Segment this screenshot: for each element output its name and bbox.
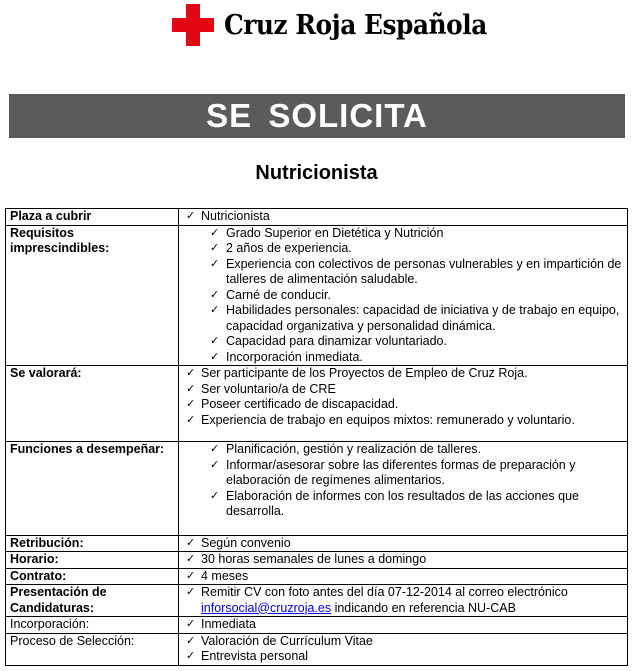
plaza-list (183, 209, 623, 225)
presentacion-list (183, 585, 623, 616)
email-link[interactable]: inforsocial@cruzroja.es (201, 600, 332, 615)
list-item: ✓ Grado Superior en Dietética y Nutrición (183, 226, 623, 242)
organization-name: Cruz Roja Española (224, 9, 487, 41)
row-incorporacion (6, 617, 628, 634)
retribucion-list (183, 536, 623, 552)
list-item: ✓ Incorporación inmediata. (183, 350, 623, 366)
cruz-roja-logo (172, 5, 510, 45)
row-horario (6, 552, 628, 569)
row-plaza (6, 209, 628, 226)
proceso-list (183, 634, 623, 665)
list-item: ✓ Experiencia con colectivos de personas vulnerables y en impartición de talleres de alimentación saludable. (183, 257, 623, 288)
job-title: Nutricionista (255, 162, 378, 184)
row-valorara (6, 366, 628, 442)
requisitos-list (183, 226, 623, 366)
list-item: ✓ Poseer certificado de discapacidad. (183, 397, 623, 413)
list-item: ✓ Según convenio (183, 536, 623, 552)
list-item: ✓ 4 meses (183, 569, 623, 585)
list-item: ✓ Planificación, gestión y realización de talleres. (183, 442, 623, 458)
list-item: ✓ Inmediata (183, 617, 623, 633)
job-requirements-table (5, 208, 628, 666)
list-item: ✓ 30 horas semanales de lunes a domingo (183, 552, 623, 568)
row-label: Presentación de Candidaturas: (6, 585, 179, 617)
list-item: ✓ Carné de conducir. (183, 288, 623, 304)
se-solicita-banner (9, 94, 625, 138)
funciones-list (183, 442, 623, 535)
row-label: Proceso de Selección: (6, 633, 179, 665)
banner-text: SE SOLICITA (206, 97, 428, 134)
row-label: Incorporación: (6, 617, 179, 634)
list-item: ✓ Elaboración de informes con los resultados de las acciones que desarrolla. (183, 489, 623, 520)
row-label: Contrato: (6, 568, 179, 585)
list-item: ✓ Nutricionista (183, 209, 623, 225)
list-item: ✓ Capacidad para dinamizar voluntariado. (183, 334, 623, 350)
list-item: ✓ Informar/asesorar sobre las diferentes formas de preparación y elaboración de regímenes alimentarios. (183, 458, 623, 489)
presentacion-ref: indicando en referencia NU-CAB (331, 600, 516, 615)
row-label: Horario: (6, 552, 179, 569)
valorara-list (183, 366, 623, 428)
row-funciones (6, 442, 628, 536)
row-label: Requisitos imprescindibles: (6, 225, 179, 366)
incorporacion-list (183, 617, 623, 633)
contrato-list (183, 569, 623, 585)
list-item: ✓ Experiencia de trabajo en equipos mixtos: remunerado y voluntario. (183, 413, 623, 429)
list-item: ✓ Entrevista personal (183, 649, 623, 665)
row-label: Se valorará: (6, 366, 179, 442)
list-item: ✓ Ser participante de los Proyectos de Empleo de Cruz Roja. (183, 366, 623, 382)
row-label: Retribución: (6, 535, 179, 552)
list-item (183, 585, 623, 616)
row-label: Plaza a cubrir (6, 209, 179, 226)
row-label: Funciones a desempeñar: (6, 442, 179, 536)
row-presentacion (6, 585, 628, 617)
red-cross-icon (172, 4, 214, 46)
row-contrato (6, 568, 628, 585)
row-proceso (6, 633, 628, 665)
row-retribucion (6, 535, 628, 552)
list-item: ✓ Valoración de Currículum Vitae (183, 634, 623, 650)
list-item: ✓ Ser voluntario/a de CRE (183, 382, 623, 398)
presentacion-text: Remitir CV con foto antes del día 07-12-2014 al correo electrónico (201, 585, 568, 599)
list-item: ✓ 2 años de experiencia. (183, 241, 623, 257)
horario-list (183, 552, 623, 568)
row-requisitos (6, 225, 628, 366)
list-item: ✓ Habilidades personales: capacidad de iniciativa y de trabajo en equipo, capacidad organizativa y personalidad dinámica. (183, 303, 623, 334)
